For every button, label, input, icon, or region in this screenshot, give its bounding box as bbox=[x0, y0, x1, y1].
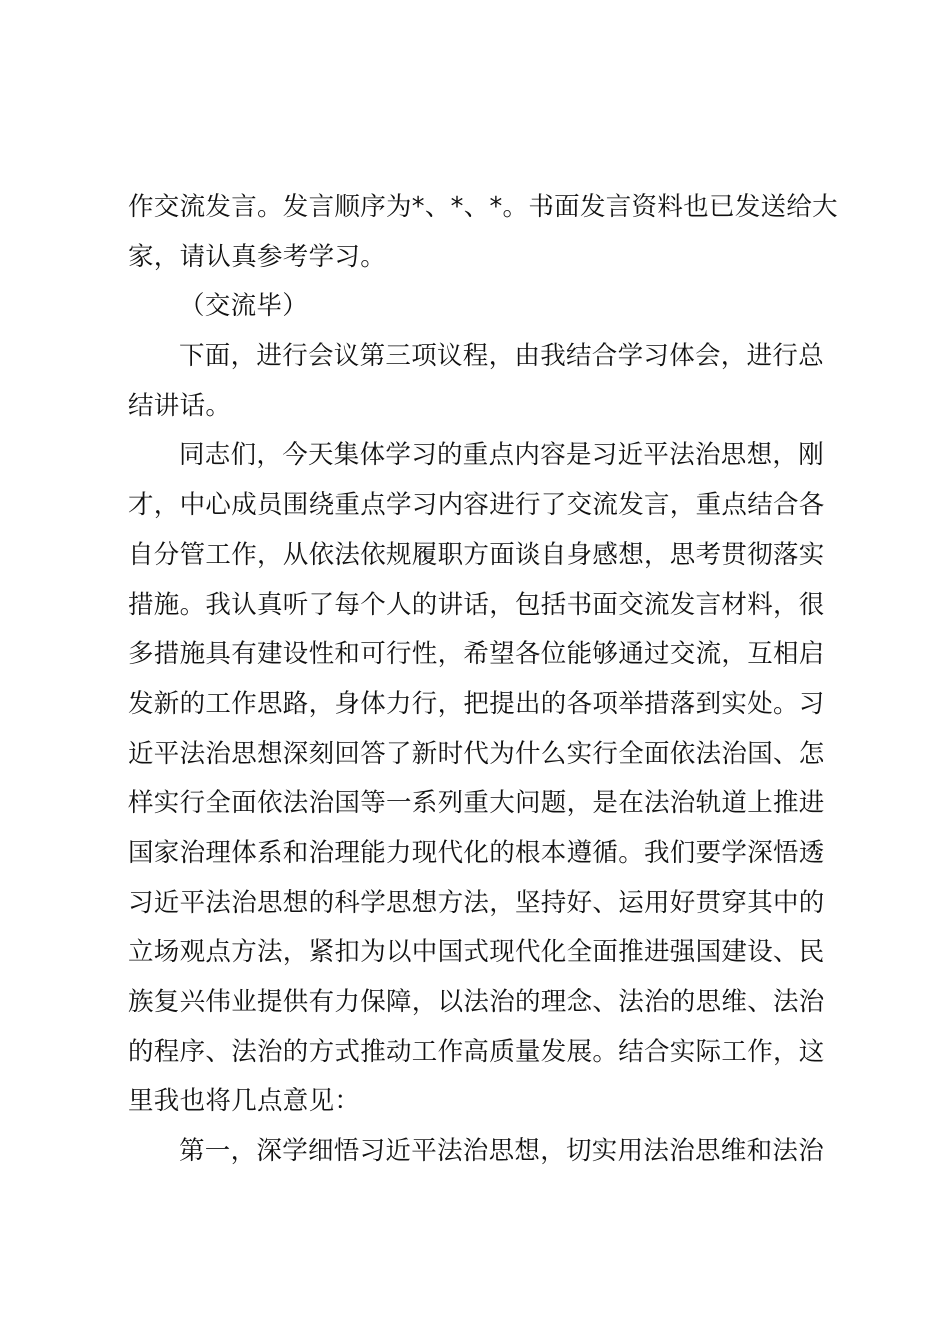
text-line: 习近平法治思想的科学思想方法，坚持好、运用好贯穿其中的 bbox=[128, 887, 825, 918]
text-line: 同志们，今天集体学习的重点内容是习近平法治思想，刚 bbox=[179, 440, 825, 471]
text-line: 里我也将几点意见： bbox=[128, 1086, 361, 1117]
text-line: 立场观点方法，紧扣为以中国式现代化全面推进强国建设、民 bbox=[128, 937, 825, 968]
document-body bbox=[128, 183, 838, 1177]
text-line: 才，中心成员围绕重点学习内容进行了交流发言，重点结合各 bbox=[128, 490, 825, 521]
text-line: （交流毕） bbox=[179, 291, 309, 322]
text-line: 作交流发言。发言顺序为*、*、*。书面发言资料也已发送给大 bbox=[128, 192, 838, 222]
text-line: 多措施具有建设性和可行性，希望各位能够通过交流，互相启 bbox=[128, 639, 825, 670]
text-line: 结讲话。 bbox=[128, 390, 232, 421]
text-line: 第一，深学细悟习近平法治思想，切实用法治思维和法治 bbox=[179, 1136, 825, 1167]
text-line: 族复兴伟业提供有力保障，以法治的理念、法治的思维、法治 bbox=[128, 987, 825, 1017]
text-line: 措施。我认真听了每个人的讲话，包括书面交流发言材料，很 bbox=[128, 589, 825, 620]
text-line: 国家治理体系和治理能力现代化的根本遵循。我们要学深悟透 bbox=[128, 837, 825, 868]
text-line: 发新的工作思路，身体力行，把提出的各项举措落到实处。习 bbox=[128, 688, 825, 719]
text-line: 的程序、法治的方式推动工作高质量发展。结合实际工作，这 bbox=[128, 1036, 825, 1067]
text-line: 自分管工作，从依法依规履职方面谈自身感想，思考贯彻落实 bbox=[128, 539, 825, 570]
text-line: 家，请认真参考学习。 bbox=[128, 241, 387, 272]
text-line: 下面，进行会议第三项议程，由我结合学习体会，进行总 bbox=[179, 341, 825, 372]
text-line: 近平法治思想深刻回答了新时代为什么实行全面依法治国、怎 bbox=[128, 738, 825, 769]
text-line: 样实行全面依法治国等一系列重大问题，是在法治轨道上推进 bbox=[128, 788, 825, 819]
